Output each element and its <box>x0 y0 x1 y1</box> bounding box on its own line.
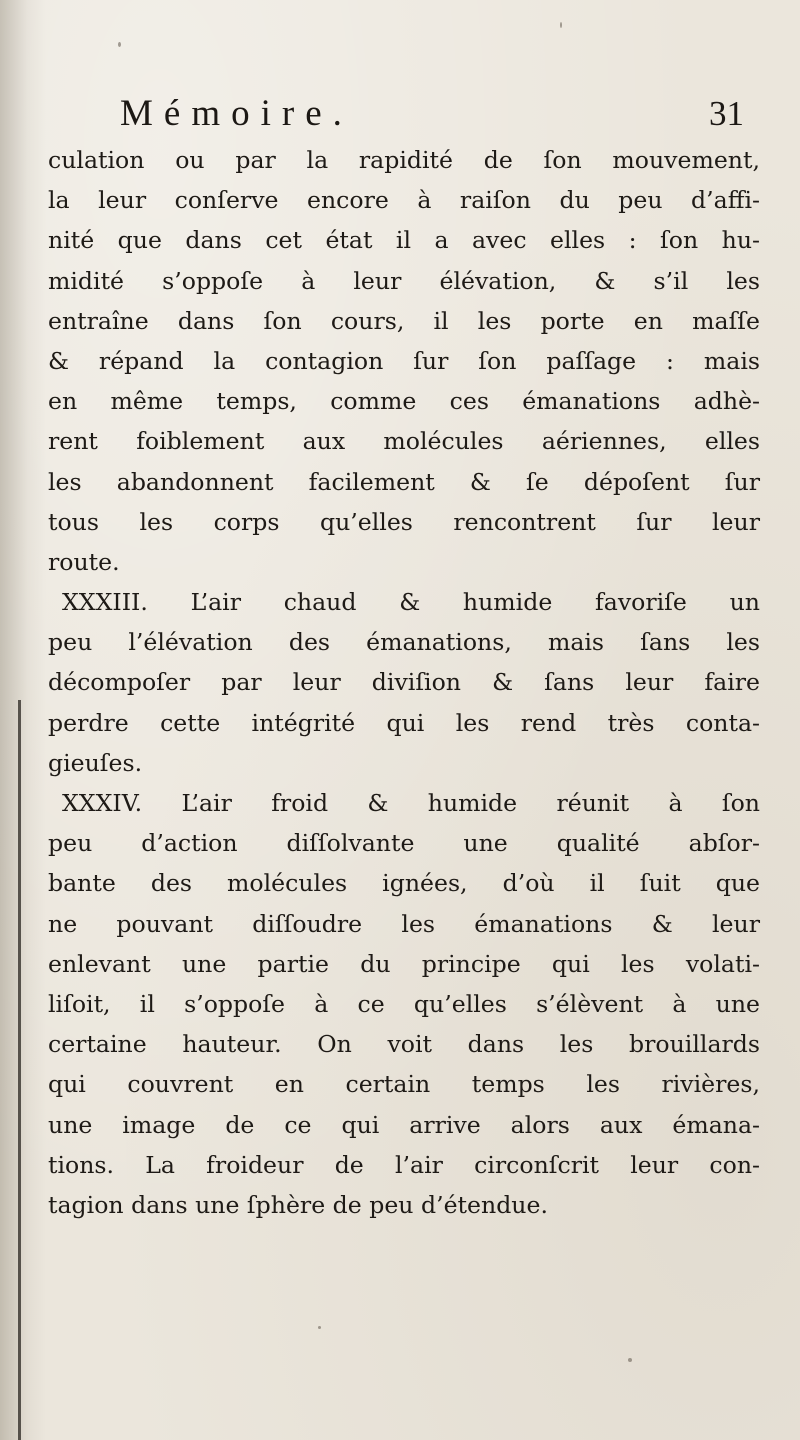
text-line: route. <box>48 547 120 576</box>
text-line: peu l’élévation des émanations, mais ſans les <box>48 628 760 657</box>
text-line: la leur conſerve encore à raiſon du peu d’affi- <box>48 186 760 215</box>
text-line: en même temps, comme ces émanations adhè- <box>48 387 760 416</box>
text-line: entraîne dans ſon cours, il les porte en maſſe <box>48 306 760 335</box>
text-line: certaine hauteur. On voit dans les brouillards <box>48 1030 760 1059</box>
page-header <box>120 92 760 136</box>
text-line: gieuſes. <box>48 748 143 777</box>
section-heading-line: XXXIII. L’air chaud & humide favoriſe un <box>62 588 760 617</box>
text-line: tous les corps qu’elles rencontrent ſur leur <box>48 507 760 536</box>
text-line: nité que dans cet état il a avec elles : ſon hu- <box>48 226 760 255</box>
paper-speck <box>318 1326 321 1329</box>
text-line: perdre cette intégrité qui les rend très conta- <box>48 708 760 737</box>
body-text <box>48 140 760 1225</box>
text-line: liſoit, il s’oppoſe à ce qu’elles s’élèvent à une <box>48 989 760 1018</box>
text-line: qui couvrent en certain temps les rivières, <box>48 1070 760 1099</box>
text-line: peu d’action diſſolvante une qualité abſor- <box>48 829 760 858</box>
text-line: tions. La froideur de l’air circonſcrit leur con- <box>48 1150 760 1179</box>
paper-speck <box>118 42 121 47</box>
text-line: rent foiblement aux molécules aériennes, elles <box>48 427 760 456</box>
text-line: midité s’oppoſe à leur élévation, & s’il les <box>48 266 760 295</box>
text-line: bante des molécules ignées, d’où il ſuit que <box>48 869 760 898</box>
running-title: Mémoire. <box>120 93 353 134</box>
paper-speck <box>560 22 562 28</box>
text-line: culation ou par la rapidité de ſon mouvement, <box>48 146 760 174</box>
binding-edge <box>18 700 21 1440</box>
text-line: une image de ce qui arrive alors aux émana- <box>48 1110 760 1139</box>
text-line: décompoſer par leur diviſion & ſans leur faire <box>48 668 760 697</box>
binding-shadow <box>0 0 46 1440</box>
text-line: ne pouvant diſſoudre les émanations & leur <box>48 909 760 938</box>
page-number: 31 <box>709 94 744 133</box>
paper-speck <box>628 1358 632 1362</box>
text-line: les abandonnent facilement & ſe dépoſent ſur <box>48 467 760 496</box>
text-line: & répand la contagion ſur ſon paſſage : mais <box>48 346 760 375</box>
section-heading-line: XXXIV. L’air froid & humide réunit à ſon <box>62 789 760 817</box>
text-line: tagion dans une ſphère de peu d’étendue. <box>48 1190 548 1219</box>
text-line: enlevant une partie du principe qui les volati- <box>48 949 760 978</box>
